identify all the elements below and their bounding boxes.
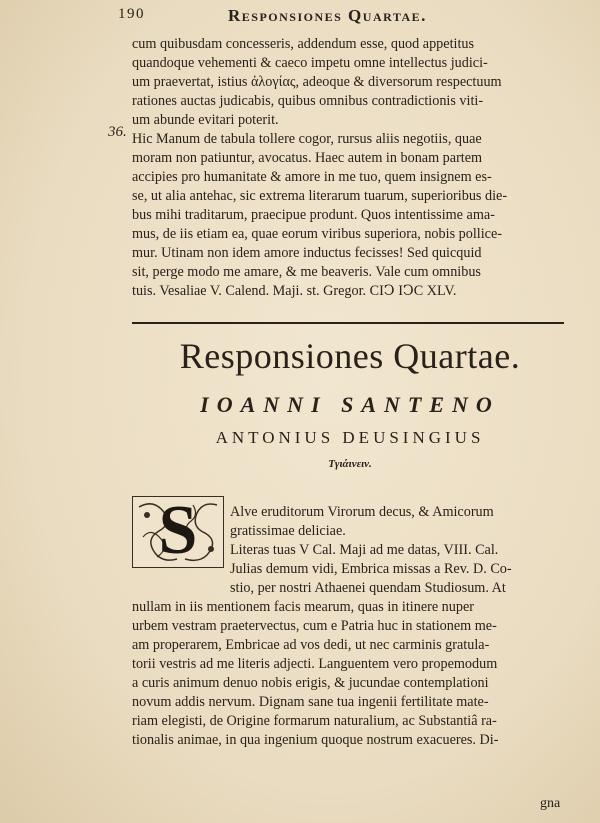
text-line: riam elegisti, de Origine formarum naturalium, ac Substantiâ ra- [132, 713, 497, 729]
text-line: sit, perge modo me amare, & me beaveris. Vale cum omnibus [132, 264, 481, 280]
text-line: gratissimae deliciae. [230, 523, 346, 539]
text-line: accipies pro humanitate & amore in me tuo, quem insignem es- [132, 169, 492, 185]
margin-number: 36. [108, 124, 127, 140]
page-header [118, 6, 578, 28]
text-line: Alve eruditorum Virorum decus, & Amicorum [230, 504, 494, 520]
text-line: novum addis nervum. Dignam sane tua ingenii fertilitate mate- [132, 694, 489, 710]
running-title: Responsiones Quartae. [228, 6, 427, 25]
text-line: am properarem, Embricae ad vos dedi, ut nec carminis gratula- [132, 637, 490, 653]
text-line: tionalis animae, in qua ingenium quoque nostrum exacueres. Di- [132, 732, 499, 748]
catchword: gna [540, 796, 561, 811]
text-line: nullam in iis mentionem facis mearum, quas in itinere nuper [132, 599, 474, 615]
section-title: Responsiones Quartae. [179, 336, 521, 376]
text-line: Literas tuas V Cal. Maji ad me datas, VIII. Cal. [230, 542, 499, 558]
section-rule [132, 322, 564, 324]
text-line: torii vestris ad me literis adjecti. Languentem vero propemodum [132, 656, 498, 672]
text-line: rationes auctas judicabis, quibus omnibus contradictionis viti- [132, 93, 484, 109]
page-number: 190 [118, 6, 145, 22]
text-line: um praevertat, istius ἀλογίας, adeoque & diversorum respectuum [132, 74, 502, 90]
text-line: se, ut alia antehac, sic extrema literarum tuarum, superioribus die- [132, 188, 508, 204]
text-line: urbem vestram praetervectus, cum e Patria huc in stationem me- [132, 618, 497, 634]
text-line: cum quibusdam concesseris, addendum esse, quod appetitus [132, 36, 475, 52]
text-line: mur. Utinam non idem amore inductus fecisses! Sed quicquid [132, 245, 482, 261]
text-line: quandoque vehementi & caeco impetu omne intellectus judici- [132, 55, 488, 71]
text-line: stio, per nostri Athaenei quendam Studiosum. At [230, 580, 506, 596]
text-line: Julias demum vidi, Embrica missas a Rev. D. Co- [230, 561, 512, 577]
text-line: Hic Manum de tabula tollere cogor, rursus aliis negotiis, quae [132, 131, 482, 147]
text-line: mus, de iis etiam ea, quae eorum viribus superiora, nobis pollice- [132, 226, 502, 242]
text-line: bus mihi traditarum, praecipue produnt. Quos intentissime ama- [132, 207, 495, 223]
text-line: um abunde evitari poterit. [132, 112, 279, 128]
addressee-heading: IOANNI SANTENO [200, 392, 500, 417]
text-line: moram non patiuntur, avocatus. Haec autem in bonam partem [132, 150, 483, 166]
decorated-initial [132, 496, 224, 568]
greek-salutation: Τγιάινειν. [328, 458, 372, 470]
text-line: tuis. Vesaliae V. Calend. Maji. st. Gregor. CIↃ IↃC XLV. [132, 283, 457, 299]
author-heading: ANTONIUS DEUSINGIUS [215, 428, 485, 447]
initial-letter: S [158, 496, 198, 568]
text-line: a curis animum denuo nobis erigis, & jucundae contemplationi [132, 675, 489, 691]
